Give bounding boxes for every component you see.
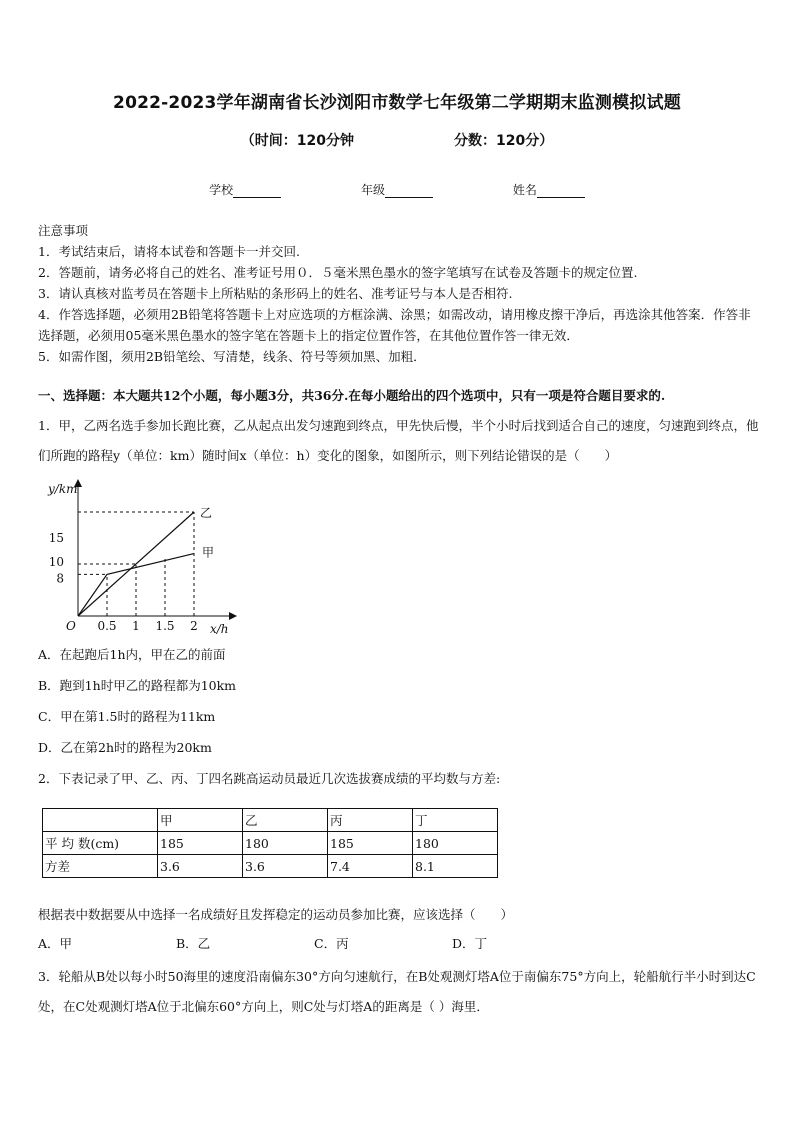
origin-label: O xyxy=(66,619,76,633)
q1-option-b: B．跑到1h时甲乙的路程都为10km xyxy=(38,678,237,693)
q2-option-c: C．丙 xyxy=(314,936,349,951)
note-item: 5．如需作图，须用2B铅笔绘、写清楚，线条、符号等须加黑、加粗． xyxy=(38,349,426,364)
table-header-row xyxy=(43,809,498,832)
table-cell: 185 xyxy=(328,832,413,855)
x-tick-label: 1 xyxy=(132,619,140,633)
table-cell: 乙 xyxy=(243,809,328,832)
q1-option-a: A．在起跑后1h内，甲在乙的前面 xyxy=(38,647,226,662)
question-2-prompt: 根据表中数据要从中选择一名成绩好且发挥稳定的运动员参加比赛，应该选择（ ） xyxy=(38,907,514,922)
table-cell xyxy=(43,809,158,832)
y-tick-label: 8 xyxy=(56,571,64,586)
q2-option-b: B．乙 xyxy=(176,936,211,951)
q1-option-d: D．乙在第2h时的路程为20km xyxy=(38,740,212,755)
table-cell: 丁 xyxy=(413,809,498,832)
athlete-stats-table xyxy=(42,808,498,878)
q2-options xyxy=(38,934,590,952)
question-3-stem: 3．轮船从B处以每小时50海里的速度沿南偏东30°方向匀速航行，在B处观测灯塔A位于南偏东75°方向上，轮船航行半小时到达C处，在C处观测灯塔A位于北偏东60°方向上，则C处与灯塔A的距离是（ ）海里． xyxy=(38,969,756,1014)
notes-heading: 注意事项 xyxy=(38,223,89,238)
x-tick-label: 2 xyxy=(190,619,198,633)
table-cell: 平 均 数(cm) xyxy=(43,832,158,855)
grade-field xyxy=(361,181,433,198)
q2-option-a: A．甲 xyxy=(38,936,73,951)
exam-title: 2022-2023学年湖南省长沙浏阳市数学七年级第二学期期末监测模拟试题 xyxy=(113,93,681,113)
table-cell: 8.1 xyxy=(413,855,498,878)
name-field xyxy=(513,181,585,198)
note-item: 2．答题前，请务必将自己的姓名、准考证号用０．５毫米黑色墨水的签字笔填写在试卷及答题卡的规定位置. xyxy=(38,265,638,280)
note-item: 1．考试结束后，请将本试卷和答题卡一并交回. xyxy=(38,244,300,259)
table-cell: 180 xyxy=(243,832,328,855)
table-cell: 3.6 xyxy=(158,855,243,878)
question-2-stem: 2．下表记录了甲、乙、丙、丁四名跳高运动员最近几次选拔赛成绩的平均数与方差: xyxy=(38,771,501,786)
x-tick-label: 1.5 xyxy=(155,619,175,633)
exam-subtitle xyxy=(0,130,794,150)
table-cell: 甲 xyxy=(158,809,243,832)
name-label: 姓名 xyxy=(512,183,537,197)
school-blank xyxy=(233,185,281,198)
series-label-jia: 甲 xyxy=(202,545,215,560)
y-tick-label: 15 xyxy=(48,531,64,545)
table-cell: 丙 xyxy=(328,809,413,832)
note-item: 3．请认真核对监考员在答题卡上所粘贴的条形码上的姓名、准考证号与本人是否相符. xyxy=(38,286,513,301)
y-axis-label: y/km xyxy=(48,482,78,496)
time-info: （时间：120分钟 xyxy=(240,133,354,149)
name-blank xyxy=(537,185,585,198)
table-cell: 185 xyxy=(158,832,243,855)
notes-section xyxy=(38,220,760,367)
distance-time-chart xyxy=(40,475,250,640)
school-label: 学校 xyxy=(209,183,234,197)
question-1-stem: 1．甲，乙两名选手参加长跑比赛，乙从起点出发匀速跑到终点，甲先快后慢，半个小时后找到适合自己的速度，匀速跑到终点，他们所跑的路程y（单位：km）随时间x（单位：h）变化的图象，如图所示，则下列结论错误的是（ ） xyxy=(38,418,759,463)
school-field xyxy=(209,181,281,198)
y-tick-label: 10 xyxy=(48,555,64,569)
grade-label: 年级 xyxy=(360,183,385,197)
series-line-yi xyxy=(78,512,194,616)
score-info: 分数：120分） xyxy=(454,133,554,149)
q2-option-d: D．丁 xyxy=(452,936,488,951)
note-item: 4．作答选择题，必须用2B铅笔将答题卡上对应选项的方框涂满、涂黑；如需改动，请用橡皮擦干净后，再选涂其他答案．作答非选择题，必须用05毫米黑色墨水的签字笔在答题卡上的指定位置作答，在其他位置作答一律无效． xyxy=(38,307,751,343)
x-axis-label: x/h xyxy=(210,622,229,636)
table-cell: 180 xyxy=(413,832,498,855)
student-info-fields xyxy=(0,181,794,198)
x-tick-label: 0.5 xyxy=(97,619,117,633)
table-row xyxy=(43,832,498,855)
table-cell: 方差 xyxy=(43,855,158,878)
table-cell: 7.4 xyxy=(328,855,413,878)
q1-option-c: C．甲在第1.5时的路程为11km xyxy=(38,709,216,724)
series-label-yi: 乙 xyxy=(200,506,213,520)
table-row xyxy=(43,855,498,878)
grade-blank xyxy=(385,185,433,198)
section-heading: 一、选择题：本大题共12个小题，每小题3分，共36分.在每小题给出的四个选项中，只有一项是符合题目要求的. xyxy=(38,388,666,403)
table-cell: 3.6 xyxy=(243,855,328,878)
